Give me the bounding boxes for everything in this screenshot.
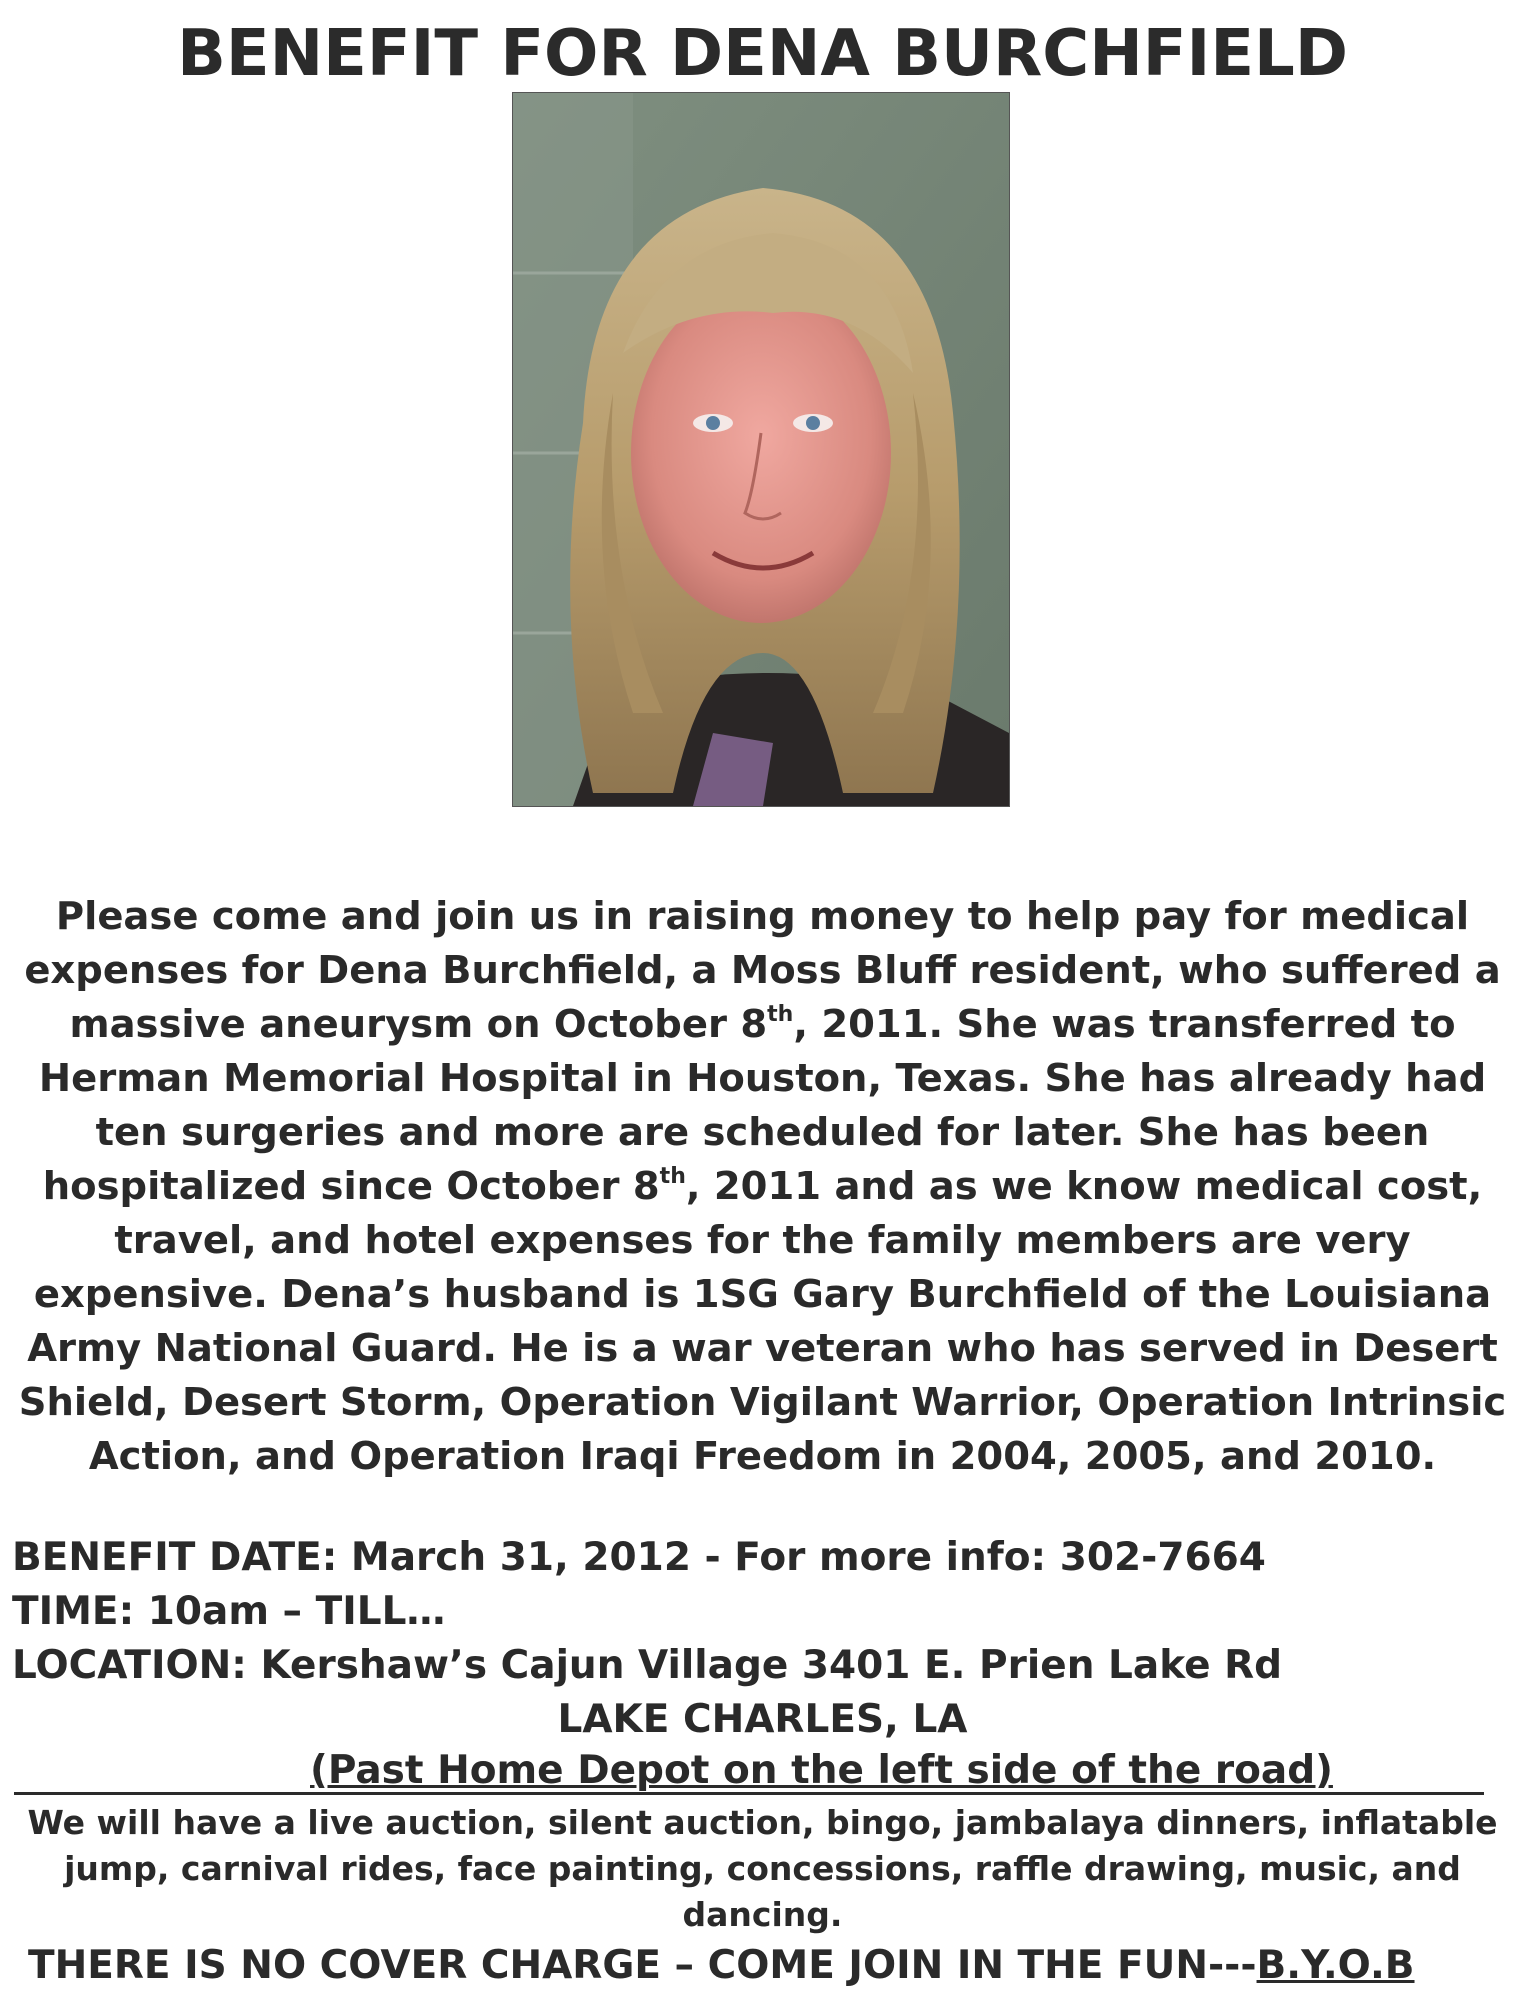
footer-text: THERE IS NO COVER CHARGE – COME JOIN IN THE FUN--- (28, 1943, 1257, 1988)
activities-list: We will have a live auction, silent auction, bingo, jambalaya dinners, inflatable jump, carnival rides, face painting, concessions, raffle drawing, music, and dancing. (27, 1803, 1498, 1934)
byob-label: B.Y.O.B (1256, 1943, 1415, 1988)
benefit-location-line: LOCATION: Kershaw’s Cajun Village 3401 E. Prien Lake Rd (12, 1643, 1283, 1688)
ordinal-suffix-1: th (767, 1002, 794, 1027)
footer-banner (28, 1940, 1508, 1992)
flyer-title: BENEFIT FOR DENA BURCHFIELD (177, 17, 1348, 91)
directions-note: (Past Home Depot on the left side of the road) (310, 1748, 1333, 1793)
story-paragraph (10, 890, 1515, 1484)
ordinal-suffix-2: th (659, 1164, 686, 1189)
benefit-city: LAKE CHARLES, LA (557, 1697, 968, 1742)
story-text-3: , 2011 and as we know medical cost, travel, and hotel expenses for the family members are very expensive. Dena’s husband is 1SG Gary Burchfield of the Louisiana Army National Guard. He is a war veteran who has served in Desert Shield, Desert Storm, Operation Vigilant Warrior, Operation Intrinsic Action, and Operation Iraqi Freedom in 2004, 2005, and 2010. (18, 1164, 1507, 1479)
portrait-photo (512, 92, 1010, 807)
portrait-photo-image (513, 93, 1009, 806)
benefit-time-line: TIME: 10am – TILL… (12, 1589, 446, 1634)
benefit-date-line: BENEFIT DATE: March 31, 2012 - For more info: 302-7664 (12, 1535, 1266, 1580)
story-text-2: , 2011. She was transferred to Herman Memorial Hospital in Houston, Texas. She has already had ten surgeries and more are scheduled for later. She has been hospitalized since October 8 (38, 1002, 1487, 1209)
story-text-1: Please come and join us in raising money to help pay for medical expenses for Dena Burchfield, a Moss Bluff resident, who suffered a massive aneurysm on October 8 (24, 894, 1501, 1047)
